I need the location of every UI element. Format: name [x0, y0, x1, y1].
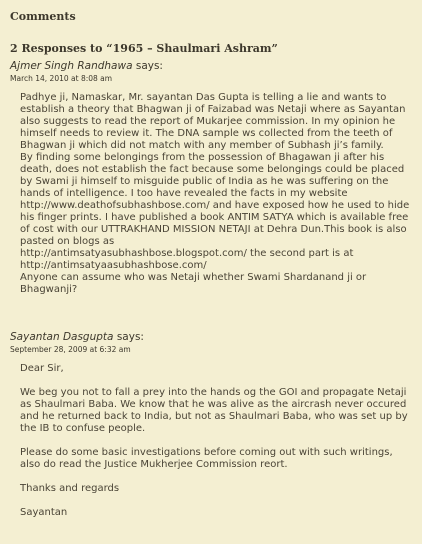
comment-paragraph: Please do some basic investigations before coming out with such writings, also do read the Justice Mukherjee Commission reort. [20, 447, 393, 470]
comment-body [20, 363, 416, 519]
comment-date-link[interactable]: March 14, 2010 at 8:08 am [10, 74, 113, 83]
comment-date-link[interactable]: September 28, 2009 at 6:32 am [10, 345, 131, 354]
responses-heading: 2 Responses to “1965 – Shaulmari Ashram” [10, 42, 278, 55]
comment-author-line [10, 60, 416, 73]
comment-paragraph: Sayantan [20, 507, 68, 518]
comment-body [20, 92, 416, 296]
comment-says-label: says: [135, 60, 163, 72]
comments-section-title: Comments [10, 10, 76, 23]
comment-author-line [10, 331, 416, 344]
comment-paragraph: We beg you not to fall a prey into the hands og the GOI and propagate Netaji as Shaulmari Baba. We know that he was alive as the aircrash never occured and he returned back to India, but not as Shaulmari Baba, who was set up by the IB to confuse people. [20, 387, 408, 434]
comment-item [10, 60, 416, 296]
comment-says-label: says: [116, 331, 144, 343]
comment-item [10, 331, 416, 519]
comment-paragraph: Padhye ji, Namaskar, Mr. sayantan Das Gupta is telling a lie and wants to establish a theory that Bhagwan ji of Faizabad was Netaji where as Sayantan also suggests to read the report of Mukarjee commission. In my opinion he himself needs to review it. The DNA sample ws collected from the teeth of Bhagwan ji which did not match with any member of Subhash ji’s family. By finding some belongings from the possession of Bhagawan ji after his death, does not establish the fact because some belongings could be placed by Swami ji himself to misguide public of India as he was suffering on the hands of intelligence. I too have revealed the facts in my website http://www.deathofsubhashbose.com/ and have exposed how he used to hide his finger prints. I have published a book ANTIM SATYA which is available free of cost with our UTTRAKHAND MISSION NETAJI at Dehra Dun.This book is also pasted on blogs as http://antimsatyasubhashbose.blogspot.com/ the second part is at http://antimsatyaasubhashbose.com/ Anyone can assume who was Netaji whether Swami Shardanand ji or Bhagwanji? [20, 92, 410, 295]
comment-paragraph: Thanks and regards [20, 483, 120, 494]
comment-paragraph: Dear Sir, [20, 363, 64, 374]
comment-author[interactable]: Ajmer Singh Randhawa [10, 60, 133, 72]
comment-author[interactable]: Sayantan Dasgupta [10, 331, 114, 343]
